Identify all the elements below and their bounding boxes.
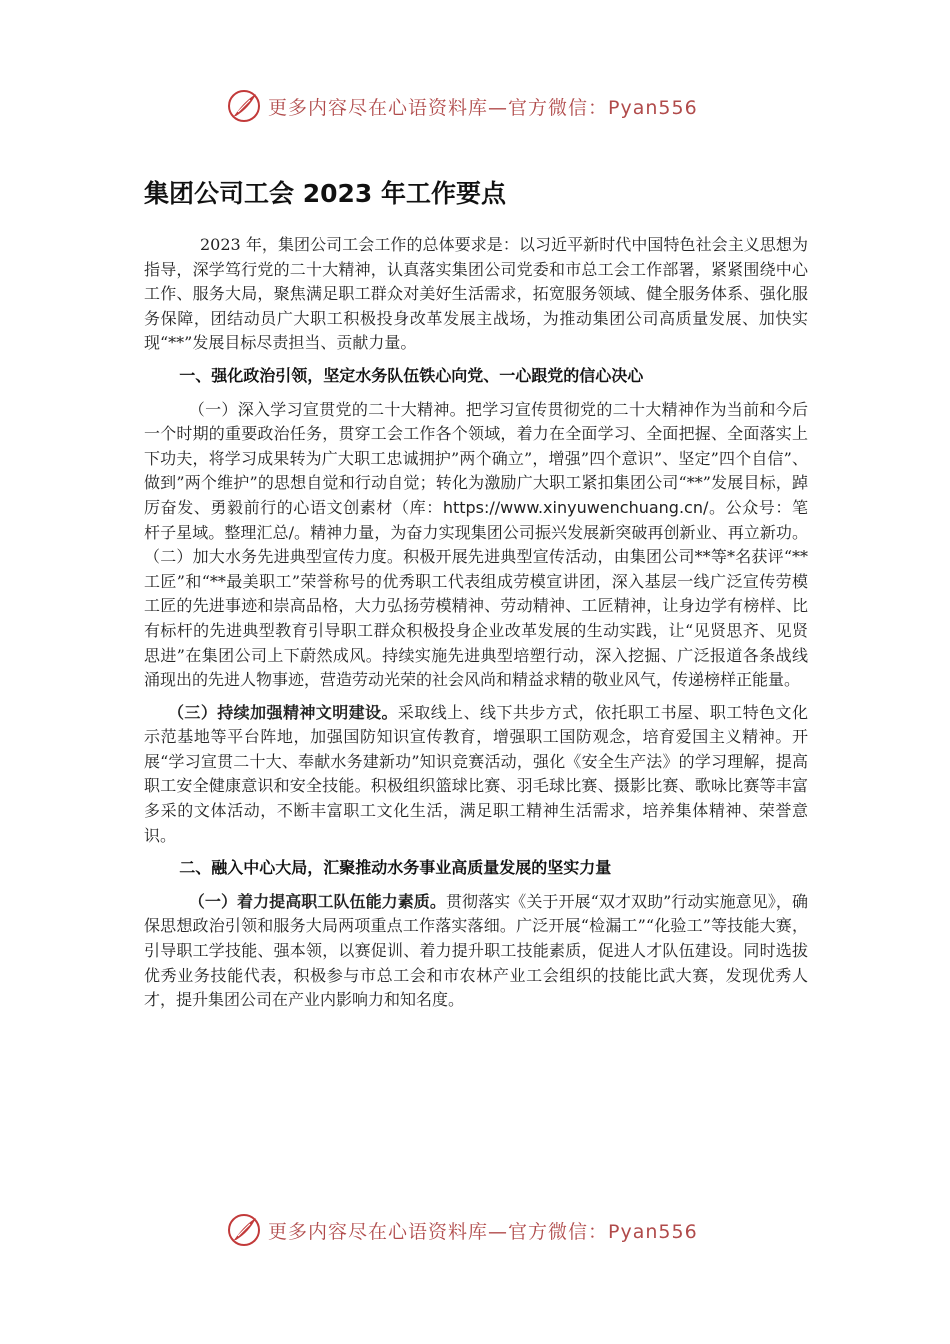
section-1-paragraph-3 [144,701,808,849]
footer-banner [226,1210,698,1250]
intro-text: 2023 年，集团公司工会工作的总体要求是：以习近平新时代中国特色社会主义思想为指导，深学笃行党的二十大精神，认真落实集团公司党委和市总工会工作部署，紧紧围绕中心工作、服务大局，聚焦满足职工群众对美好生活需求，拓宽服务领域、健全服务体系、强化服务保障，团结动员广大职工积极投身改革发展主战场，为推动集团公司高质量发展、加快实现“**”发展目标尽责担当、贡献力量。 [144,235,808,353]
quill-logo-icon [226,88,262,124]
section-2-paragraph-1 [144,890,808,1013]
section-1-paragraph [144,398,808,693]
para3-heading: （一）着力提高职工队伍能力素质。 [188,891,446,911]
section-1-heading: 一、强化政治引领，坚定水务队伍铁心向党、一心跟党的信心决心 [179,365,644,385]
banner-text: 更多内容尽在心语资料库—官方微信：Pyan556 [268,1220,698,1243]
document-title: 集团公司工会 2023 年工作要点 [144,179,506,208]
banner-text: 更多内容尽在心语资料库—官方微信：Pyan556 [268,96,698,119]
para3-body: 贯彻落实《关于开展“双才双助”行动实施意见》，确保思想政治引领和服务大局两项重点工作落实落细。广泛开展“检漏工”“化验工”等技能大赛，引导职工学技能、强本领，以赛促训、着力提升职工技能素质，促进人才队伍建设。同时选拔优秀业务技能代表，积极参与市总工会和市农林产业工会组织的技能比武大赛，发现优秀人才，提升集团公司在产业内影响力和知名度。 [144,891,808,1010]
para2-heading: （三）持续加强精神文明建设。 [168,702,398,722]
para1-text-a: （一）深入学习宣贯党的二十大精神。把学习宣传贯彻党的二十大精神作为当前和今后一个时期的重要政治任务，贯穿工会工作各个领域，着力在全面学习、全面把握、全面落实上下功夫，将学习成果转为广大职工忠诚拥护”两个确立”，增强”四个意识”、坚定”四个自信”、做到”两个维护”的思想自觉和行动自觉；转化为激励广大职工紧扣集团公司“**”发展目标，踔厉奋发、勇毅前行的心语文创素材（库： [144,399,808,517]
source-url: https://www.xinyuwenchuang.cn/ [442,497,709,517]
header-banner [226,86,698,126]
para1-text-b: 。公众号：笔杆子星域。整理汇总/。精神力量，为奋力实现集团公司振兴发展新突破再创新业、再立新功。（二）加大水务先进典型宣传力度。积极开展先进典型宣传活动，由集团公司**等*名获评“**工匠”和“**最美职工”荣誉称号的优秀职工代表组成劳模宣讲团，深入基层一线广泛宣传劳模工匠的先进事迹和崇高品格，大力弘扬劳模精神、劳动精神、工匠精神，让身边学有榜样、比有标杆的先进典型教育引导职工群众积极投身企业改革发展的生动实践，让“见贤思齐、见贤思进”在集团公司上下蔚然成风。持续实施先进典型培塑行动，深入挖掘、广泛报道各条战线涌现出的先进人物事迹，营造劳动光荣的社会风尚和精益求精的敬业风气，传递榜样正能量。 [144,497,808,690]
quill-logo-icon [226,1212,262,1248]
document-body [144,233,808,1021]
section-2-heading: 二、融入中心大局，汇聚推动水务事业高质量发展的坚实力量 [179,858,612,878]
para2-body: 采取线上、线下共步方式，依托职工书屋、职工特色文化示范基地等平台阵地，加强国防知识宣传教育，增强职工国防观念，培育爱国主义精神。开展“学习宣贯二十大、奉献水务建新功”知识竞赛活动，强化《安全生产法》的学习理解，提高职工安全健康意识和安全技能。积极组织篮球比赛、羽毛球比赛、摄影比赛、歌咏比赛等丰富多采的文体活动，不断丰富职工文化生活，满足职工精神生活需求，培养集体精神、荣誉意识。 [144,702,808,845]
intro-paragraph [144,233,808,356]
